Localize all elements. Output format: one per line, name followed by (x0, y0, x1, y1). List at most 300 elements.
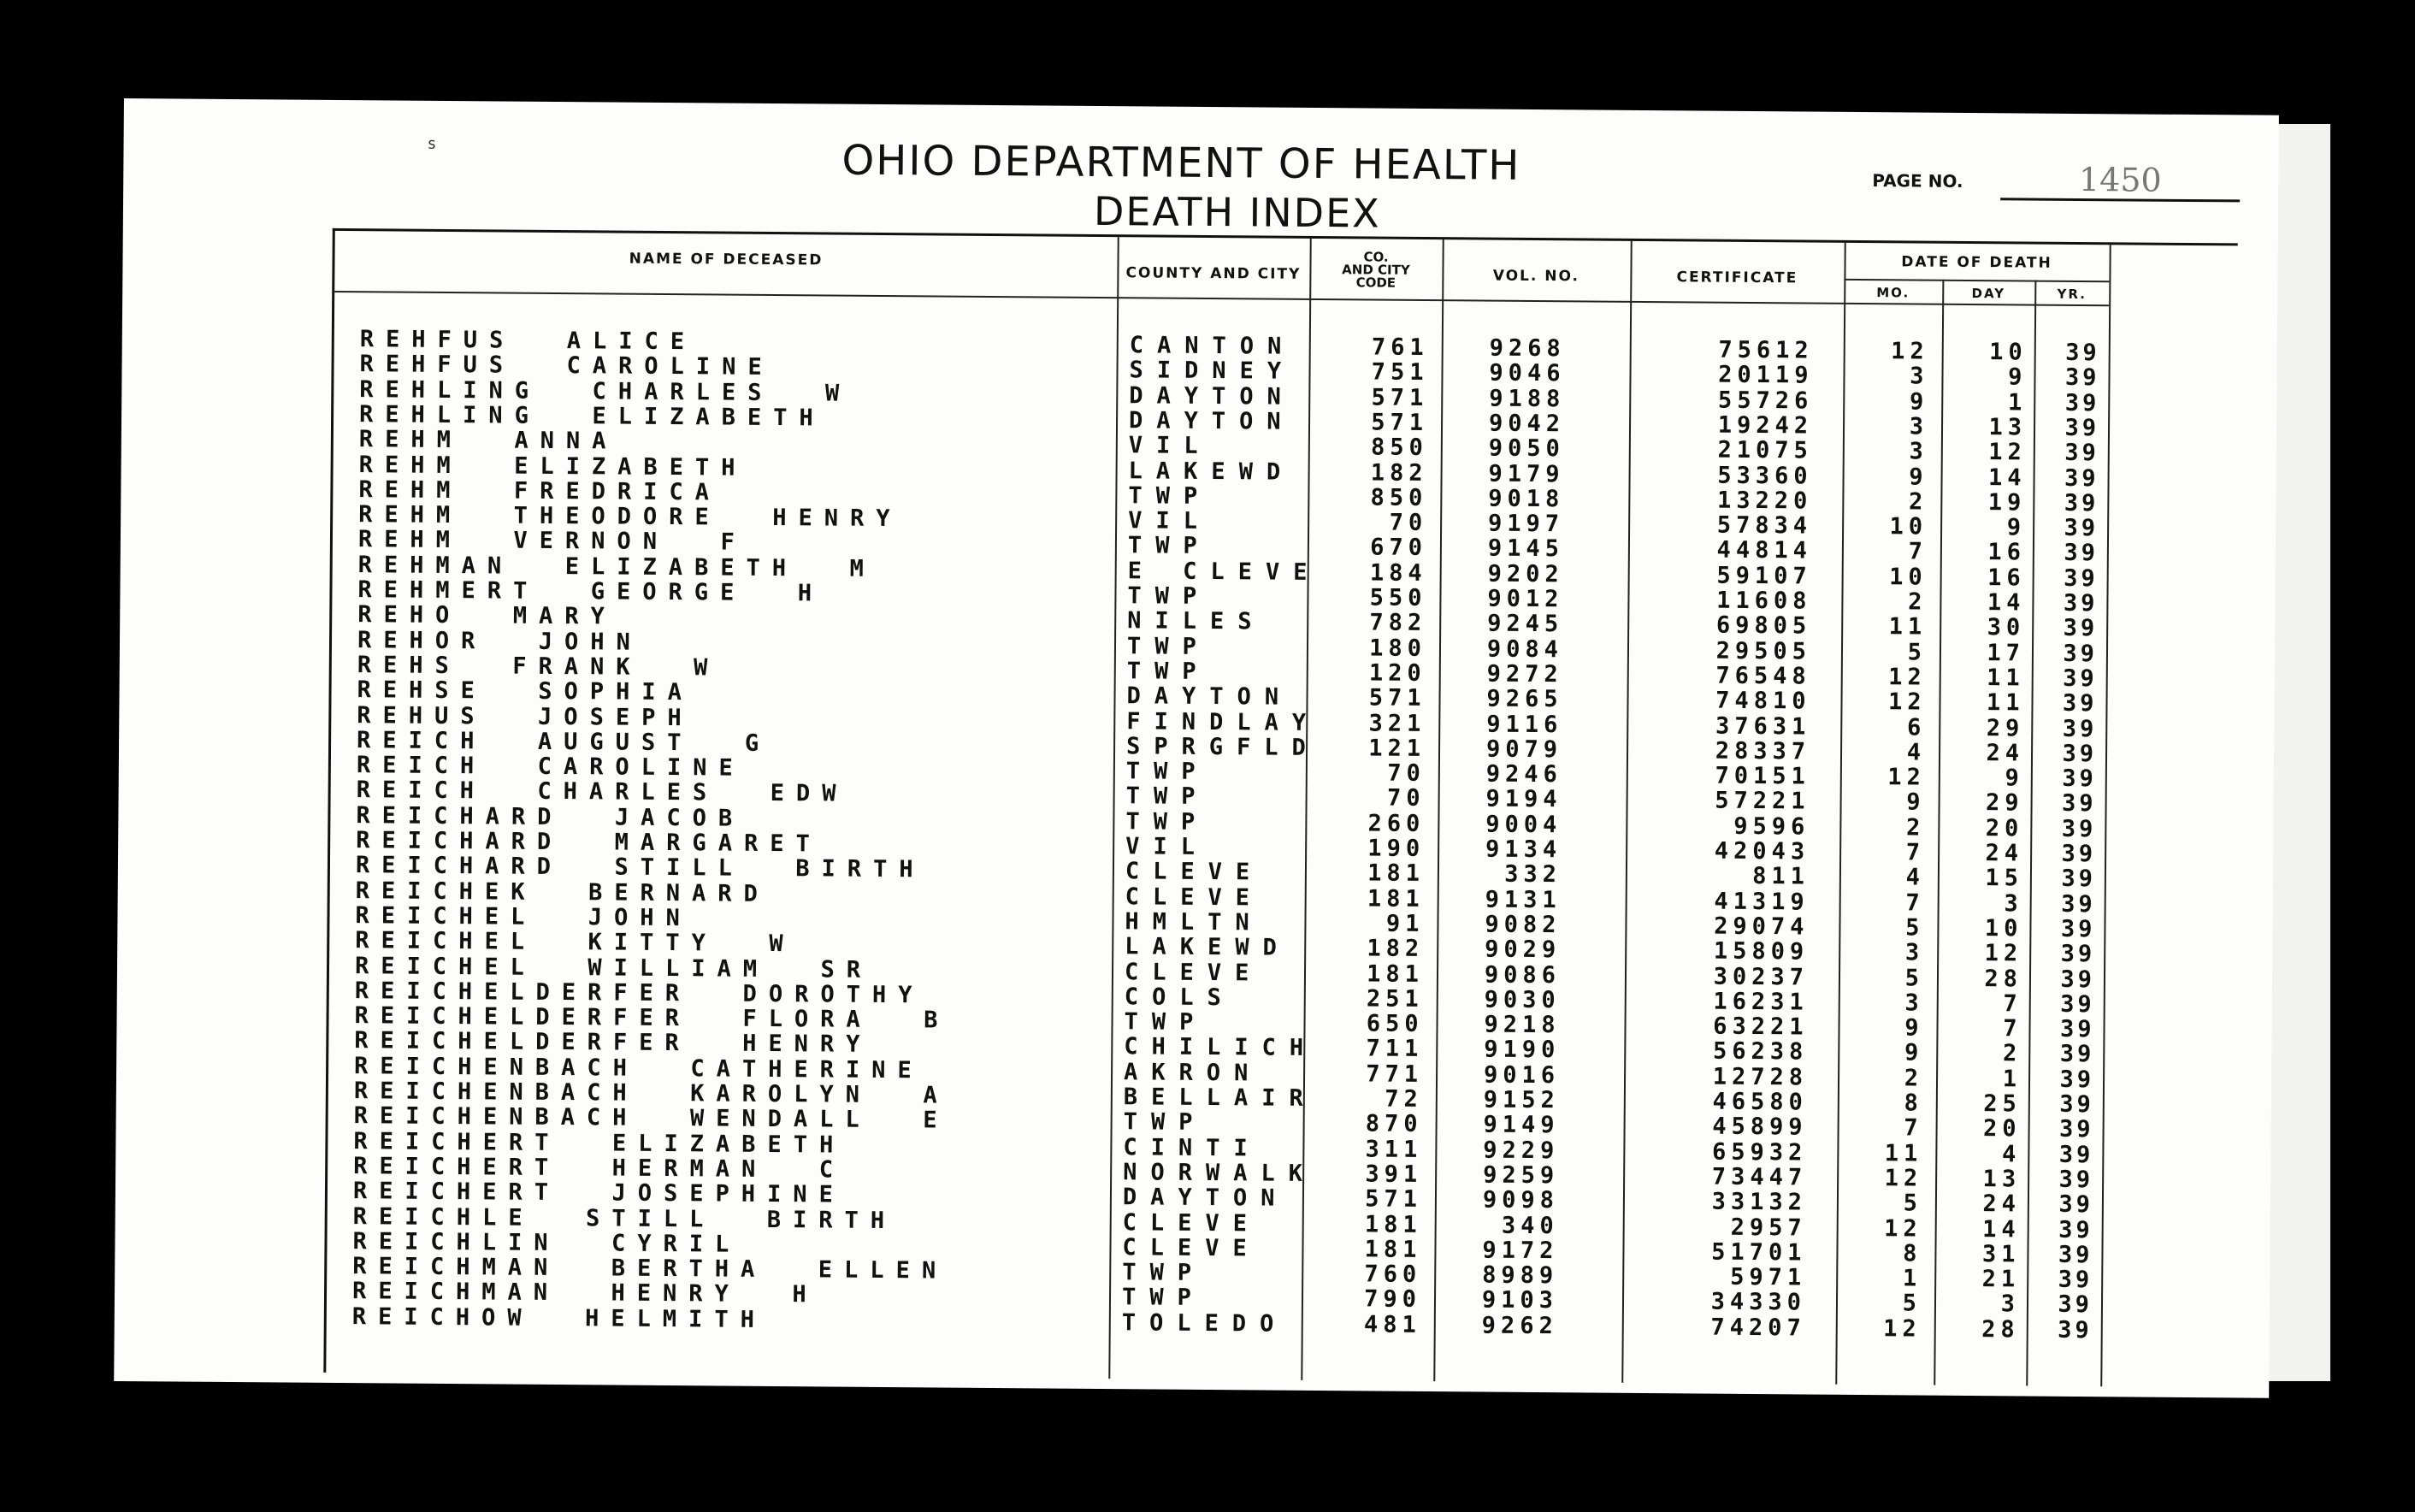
name-cell: REICHARD STILL BIRTH (355, 852, 925, 883)
county-city-cell: VIL (1128, 507, 1212, 535)
county-city-cell: NILES (1127, 607, 1266, 635)
day-cell: 28 (1984, 965, 2023, 992)
header-name: NAME OF DECEASED (629, 250, 824, 269)
day-cell: 19 (1987, 488, 2027, 517)
code-cell: 91 (1385, 910, 1425, 937)
year-cell: 39 (2058, 1116, 2094, 1143)
name-cell: REICHENBACH KAROLYN A (353, 1078, 949, 1109)
name-cell: REHM ELIZABETH (358, 451, 747, 481)
name-cell: REICHLE STILL BIRTH (352, 1202, 897, 1234)
code-cell: 571 (1368, 684, 1426, 712)
volume-cell: 9202 (1487, 560, 1564, 588)
certificate-cell: 51701 (1711, 1238, 1807, 1267)
year-cell: 39 (2060, 941, 2096, 968)
name-cell: REICHELDERFER FLORA B (354, 1002, 950, 1034)
certificate-cell: 20119 (1718, 361, 1814, 389)
certificate-cell: 56238 (1712, 1038, 1809, 1066)
divider (1835, 243, 1845, 1385)
county-city-cell: CLEVE (1125, 883, 1264, 912)
county-city-cell: DAYTON (1128, 407, 1295, 435)
county-city-cell: DAYTON (1126, 682, 1293, 711)
code-cell: 181 (1367, 859, 1426, 888)
code-cell: 190 (1367, 835, 1426, 862)
county-city-cell: AKRON (1123, 1058, 1262, 1087)
county-city-cell: CLEVE (1122, 1234, 1261, 1262)
year-cell: 39 (2062, 715, 2098, 742)
volume-cell: 9172 (1482, 1237, 1559, 1265)
volume-cell: 9179 (1488, 460, 1565, 487)
day-cell: 1 (2007, 388, 2028, 416)
year-cell: 39 (2064, 364, 2100, 392)
county-city-cell: CLEVE (1124, 958, 1263, 986)
death-index-table (323, 228, 2237, 1387)
name-cell: REICH AUGUST G (356, 726, 771, 757)
year-cell: 39 (2060, 966, 2096, 993)
year-cell: 39 (2064, 564, 2099, 592)
day-cell: 24 (1985, 840, 2024, 867)
month-cell: 6 (1906, 713, 1927, 741)
year-cell: 39 (2060, 915, 2096, 943)
certificate-cell: 57221 (1715, 788, 1810, 815)
year-cell: 39 (2059, 1090, 2094, 1119)
name-cell: REHM THEODORE HENRY (358, 501, 902, 533)
day-cell: 30 (1987, 614, 2026, 641)
certificate-cell: 44814 (1716, 537, 1813, 564)
year-cell: 39 (2058, 1190, 2094, 1219)
code-cell: 782 (1369, 609, 1427, 637)
certificate-cell: 53360 (1717, 462, 1813, 490)
certificate-cell: 28337 (1715, 737, 1811, 765)
certificate-cell: 76548 (1715, 662, 1811, 690)
day-cell: 10 (1989, 339, 2028, 366)
name-cell: REHOR JOHN (357, 626, 642, 656)
name-cell: REICHARD MARGARET (356, 827, 822, 858)
code-cell: 761 (1371, 334, 1429, 361)
day-cell: 14 (1987, 464, 2027, 491)
certificate-cell: 34330 (1710, 1289, 1807, 1316)
month-cell: 5 (1905, 914, 1925, 942)
county-city-cell: TWP (1127, 532, 1211, 560)
day-cell: 20 (1985, 814, 2024, 842)
code-cell: 711 (1366, 1035, 1424, 1063)
county-city-cell: TOLEDO (1121, 1308, 1288, 1338)
certificate-cell: 74207 (1710, 1314, 1806, 1342)
month-cell: 7 (1904, 1114, 1923, 1142)
year-cell: 39 (2058, 1266, 2093, 1294)
name-cell: REHFUS ALICE (359, 326, 697, 356)
county-city-cell: CANTON (1129, 332, 1296, 360)
certificate-cell: 5971 (1730, 1263, 1807, 1291)
county-city-cell: TWP (1127, 582, 1211, 610)
county-city-cell: HMLTN (1125, 908, 1263, 936)
header-rule (334, 291, 2109, 306)
code-cell: 181 (1364, 1236, 1422, 1263)
month-cell: 3 (1909, 438, 1928, 465)
month-cell: 8 (1904, 1090, 1923, 1117)
volume-cell: 9246 (1485, 760, 1562, 788)
name-cell: REHMAN ELIZABETH M (357, 551, 876, 582)
code-cell: 181 (1367, 960, 1425, 988)
year-cell: 39 (2064, 540, 2099, 567)
code-cell: 571 (1371, 409, 1429, 436)
year-cell: 39 (2062, 740, 2098, 767)
code-cell: 751 (1371, 358, 1429, 387)
certificate-cell: 30237 (1713, 963, 1810, 991)
volume-cell: 9152 (1483, 1086, 1560, 1114)
month-cell: 10 (1889, 513, 1928, 540)
name-cell: REHUS JOSEPH (357, 701, 694, 731)
month-cell: 12 (1884, 1214, 1922, 1243)
year-cell: 39 (2061, 840, 2097, 868)
header-vol: VOL. NO. (1492, 267, 1580, 286)
volume-cell: 9145 (1487, 535, 1565, 563)
year-cell: 39 (2060, 990, 2095, 1018)
name-cell: REICHERT JOSEPHINE (352, 1178, 845, 1208)
page-subtitle: DEATH INDEX (1093, 187, 1381, 237)
day-cell: 24 (1982, 1190, 2022, 1218)
month-cell: 5 (1907, 638, 1928, 666)
month-cell: 12 (1887, 764, 1926, 791)
certificate-cell: 55726 (1717, 387, 1814, 415)
day-cell: 14 (1982, 1215, 2021, 1243)
code-cell: 70 (1387, 759, 1426, 788)
year-cell: 39 (2063, 589, 2099, 617)
certificate-cell: 59107 (1716, 562, 1812, 590)
volume-cell: 9131 (1485, 886, 1562, 913)
month-cell: 4 (1906, 739, 1927, 766)
certificate-cell: 33132 (1711, 1188, 1808, 1216)
day-cell: 10 (1984, 915, 2023, 942)
certificate-cell: 9596 (1733, 812, 1810, 841)
volume-cell: 9188 (1489, 385, 1566, 412)
month-cell: 11 (1888, 613, 1928, 641)
code-cell: 650 (1366, 1010, 1424, 1038)
name-cell: REICH CHARLES EDW (356, 777, 848, 808)
year-cell: 39 (2064, 514, 2099, 542)
day-cell: 21 (1981, 1266, 2021, 1293)
year-cell: 39 (2062, 765, 2097, 793)
name-cell: REICH CAROLINE (356, 752, 745, 782)
name-cell: REHFUS CAROLINE (359, 351, 774, 381)
month-cell: 10 (1889, 563, 1928, 591)
month-cell: 12 (1883, 1314, 1922, 1343)
county-city-cell: SPRGFLD (1125, 733, 1320, 761)
day-cell: 2 (2002, 1040, 2022, 1067)
code-cell: 481 (1363, 1311, 1421, 1338)
day-cell: 17 (1987, 639, 2026, 667)
day-cell: 11 (1986, 689, 2025, 717)
page-number-label: PAGE NO. (1872, 170, 1963, 192)
year-cell: 39 (2062, 690, 2098, 718)
county-city-cell: NORWALK (1123, 1159, 1317, 1187)
volume-cell: 9046 (1489, 359, 1566, 387)
certificate-cell: 46580 (1712, 1088, 1808, 1116)
day-cell: 9 (2005, 765, 2024, 792)
county-city-cell: TWP (1126, 632, 1210, 660)
name-cell: REICHLIN CYRIL (352, 1227, 741, 1258)
divider (1108, 237, 1119, 1379)
name-cell: REICHERT ELIZABETH (353, 1127, 846, 1159)
header-county-city: COUNTY AND CITY (1125, 264, 1302, 283)
name-cell: REICHEK BERNARD (355, 877, 770, 907)
year-cell: 39 (2061, 815, 2097, 842)
name-cell: REICHELDERFER HENRY (354, 1027, 872, 1059)
county-city-cell: BELLAIR (1123, 1084, 1317, 1112)
year-cell: 39 (2064, 414, 2100, 442)
day-cell: 9 (2008, 363, 2028, 391)
certificate-cell: 2957 (1730, 1214, 1807, 1241)
month-cell: 7 (1905, 889, 1925, 917)
volume-cell: 9116 (1486, 711, 1563, 738)
volume-cell: 9245 (1487, 610, 1564, 638)
certificate-cell: 19242 (1717, 411, 1814, 440)
volume-cell: 9098 (1482, 1186, 1560, 1214)
code-cell: 870 (1365, 1110, 1423, 1138)
month-cell: 8 (1903, 1240, 1922, 1267)
month-cell: 12 (1888, 664, 1927, 691)
code-cell: 181 (1367, 885, 1425, 913)
page-title: OHIO DEPARTMENT OF HEALTH (841, 136, 1521, 190)
certificate-cell: 29505 (1715, 637, 1812, 665)
month-cell: 9 (1909, 463, 1928, 491)
code-cell: 180 (1369, 635, 1427, 662)
header-year: YR. (2057, 286, 2087, 303)
month-cell: 3 (1910, 363, 1929, 390)
year-cell: 39 (2059, 1015, 2095, 1043)
code-cell: 771 (1366, 1060, 1424, 1088)
certificate-cell: 69805 (1715, 611, 1812, 640)
name-cell: REICHEL KITTY W (355, 927, 795, 958)
volume-cell: 9194 (1485, 785, 1562, 813)
name-cell: REHMERT GEORGE H (357, 576, 824, 607)
year-cell: 39 (2058, 1141, 2094, 1168)
month-cell: 5 (1903, 1190, 1923, 1217)
month-cell: 2 (1908, 588, 1928, 616)
volume-cell: 9272 (1486, 660, 1563, 688)
county-city-cell: CHILICH (1124, 1033, 1318, 1062)
name-cell: REICHERT HERMAN C (353, 1153, 846, 1184)
name-cell: REICHEL JOHN (355, 902, 692, 932)
county-city-cell: TWP (1124, 1008, 1208, 1037)
day-cell: 3 (2000, 1291, 2021, 1318)
county-city-cell: TWP (1121, 1284, 1205, 1312)
day-cell: 4 (2001, 1140, 2022, 1168)
code-cell: 70 (1386, 785, 1426, 812)
day-cell: 31 (1981, 1240, 2021, 1268)
year-cell: 39 (2061, 890, 2096, 918)
day-cell: 13 (1988, 414, 2028, 441)
county-city-cell: LAKEWD (1125, 933, 1290, 961)
day-cell: 29 (1985, 789, 2024, 817)
county-city-cell: E CLEVE (1127, 557, 1321, 586)
month-cell: 5 (1902, 1290, 1922, 1317)
month-cell: 5 (1904, 964, 1925, 992)
header-day: DAY (1971, 285, 2006, 302)
certificate-cell: 16231 (1713, 988, 1809, 1016)
code-cell: 790 (1364, 1285, 1422, 1314)
year-cell: 39 (2058, 1291, 2093, 1319)
code-cell: 70 (1389, 509, 1428, 537)
certificate-cell: 41319 (1714, 888, 1810, 916)
month-cell: 7 (1905, 839, 1926, 866)
county-city-cell: SIDNEY (1129, 357, 1296, 386)
month-cell: 12 (1884, 1165, 1923, 1192)
certificate-cell: 42043 (1714, 837, 1810, 865)
day-cell: 12 (1984, 940, 2023, 967)
code-cell: 850 (1370, 484, 1428, 511)
day-cell: 11 (1987, 664, 2025, 692)
volume-cell: 9134 (1485, 836, 1562, 864)
county-city-cell: VIL (1128, 432, 1212, 460)
year-cell: 39 (2063, 615, 2099, 642)
code-cell: 120 (1368, 659, 1426, 687)
code-cell: 184 (1369, 559, 1427, 587)
code-cell: 850 (1370, 434, 1428, 462)
code-cell: 571 (1371, 384, 1429, 411)
code-cell: 760 (1364, 1261, 1422, 1289)
certificate-cell: 29074 (1714, 913, 1810, 941)
volume-cell: 332 (1504, 861, 1562, 889)
name-cell: REHLING ELIZABETH (358, 401, 825, 432)
year-cell: 39 (2065, 339, 2100, 367)
code-cell: 670 (1370, 534, 1428, 562)
month-cell: 9 (1909, 388, 1929, 416)
county-city-cell: TWP (1126, 658, 1210, 685)
name-cell: REICHMAN BERTHA ELLEN (352, 1253, 948, 1285)
code-cell: 571 (1365, 1185, 1423, 1214)
day-cell: 28 (1981, 1315, 2020, 1344)
date-header-rule (1844, 279, 2109, 282)
volume-cell: 9030 (1484, 986, 1561, 1014)
volume-cell: 9016 (1483, 1061, 1561, 1089)
volume-cell: 9268 (1489, 334, 1566, 363)
certificate-cell: 57834 (1716, 511, 1813, 540)
volume-cell: 9190 (1484, 1036, 1561, 1064)
county-city-cell: TWP (1123, 1108, 1207, 1137)
county-city-cell: COLS (1124, 983, 1235, 1012)
volume-cell: 340 (1501, 1212, 1559, 1239)
code-cell: 321 (1368, 709, 1426, 737)
month-cell: 4 (1905, 864, 1926, 891)
month-cell: 7 (1908, 538, 1928, 565)
name-cell: REICHENBACH CATHERINE (354, 1052, 924, 1084)
code-cell: 260 (1367, 810, 1426, 837)
index-card (114, 98, 2279, 1398)
year-cell: 39 (2058, 1241, 2093, 1268)
volume-cell: 8989 (1482, 1261, 1559, 1290)
year-cell: 39 (2058, 1316, 2093, 1344)
county-city-cell: CLEVE (1122, 1208, 1261, 1237)
certificate-cell: 65932 (1711, 1138, 1808, 1166)
certificate-cell: 811 (1752, 863, 1810, 890)
page-number: 1450 (2000, 160, 2240, 202)
name-cell: REICHELDERFER DOROTHY (354, 977, 924, 1009)
county-city-cell: VIL (1125, 833, 1209, 860)
day-cell: 9 (2006, 514, 2027, 541)
code-cell: 251 (1366, 985, 1424, 1013)
day-cell: 7 (2003, 1015, 2022, 1042)
volume-cell: 9149 (1483, 1111, 1560, 1139)
code-cell: 181 (1364, 1210, 1422, 1238)
county-city-cell: TWP (1125, 783, 1209, 811)
volume-cell: 9050 (1488, 434, 1565, 463)
certificate-cell: 70151 (1715, 762, 1810, 790)
county-city-cell: LAKEWD (1128, 457, 1295, 486)
code-cell: 72 (1385, 1085, 1423, 1113)
certificate-cell: 37631 (1715, 712, 1811, 741)
day-cell: 16 (1987, 539, 2027, 566)
volume-cell: 9259 (1483, 1161, 1560, 1190)
code-cell: 311 (1365, 1136, 1423, 1163)
header-date-of-death: DATE OF DEATH (1901, 253, 2052, 272)
certificate-cell: 75612 (1718, 336, 1814, 364)
county-city-cell: TWP (1128, 482, 1212, 510)
code-cell: 391 (1365, 1161, 1423, 1188)
month-cell: 11 (1884, 1139, 1923, 1167)
header-month: MO. (1876, 285, 1910, 301)
name-cell: REICHENBACH WENDALL E (353, 1102, 949, 1134)
name-cell: REHSE SOPHIA (357, 676, 694, 706)
month-cell: 1 (1902, 1265, 1922, 1292)
certificate-cell: 21075 (1717, 436, 1813, 464)
certificate-cell: 12728 (1712, 1063, 1809, 1091)
name-cell: REHO MARY (357, 601, 617, 630)
name-cell: REHM VERNON F (357, 526, 747, 557)
certificate-cell: 73447 (1711, 1163, 1808, 1191)
year-cell: 39 (2059, 1041, 2095, 1068)
code-cell: 121 (1368, 735, 1426, 762)
day-cell: 24 (1986, 739, 2025, 767)
certificate-cell: 11608 (1716, 587, 1812, 615)
day-cell: 25 (1983, 1090, 2022, 1118)
year-cell: 39 (2059, 1066, 2095, 1093)
corner-mark: s (427, 134, 437, 153)
year-cell: 39 (2058, 1166, 2094, 1194)
month-cell: 12 (1891, 338, 1929, 365)
year-cell: 39 (2063, 640, 2099, 667)
county-city-cell: DAYTON (1122, 1184, 1289, 1212)
day-cell: 13 (1982, 1166, 2022, 1193)
month-cell: 2 (1904, 1065, 1924, 1092)
county-city-cell: CLEVE (1125, 858, 1264, 886)
month-cell: 2 (1905, 814, 1926, 842)
year-cell: 39 (2061, 790, 2097, 818)
volume-cell: 9079 (1485, 735, 1563, 764)
day-cell: 20 (1982, 1115, 2022, 1143)
day-cell: 12 (1988, 439, 2027, 466)
volume-cell: 9018 (1488, 485, 1565, 513)
certificate-cell: 45899 (1712, 1113, 1808, 1141)
volume-cell: 9084 (1486, 635, 1564, 663)
certificate-cell: 15809 (1713, 937, 1810, 966)
year-cell: 39 (2061, 865, 2097, 893)
volume-cell: 9103 (1481, 1286, 1559, 1314)
code-cell: 550 (1369, 584, 1427, 611)
name-cell: REHS FRANK W (357, 652, 720, 682)
county-city-cell: TWP (1122, 1259, 1206, 1287)
day-cell: 15 (1985, 865, 2024, 892)
volume-cell: 9265 (1486, 685, 1563, 713)
year-cell: 39 (2063, 664, 2098, 693)
month-cell: 3 (1904, 989, 1924, 1017)
month-cell: 9 (1904, 1039, 1924, 1066)
volume-cell: 9218 (1484, 1011, 1561, 1039)
name-cell: REICHARD JACOB (356, 801, 745, 832)
year-cell: 39 (2064, 489, 2099, 517)
volume-cell: 9029 (1485, 936, 1562, 964)
county-city-cell: DAYTON (1129, 381, 1295, 410)
certificate-cell: 74810 (1715, 687, 1811, 715)
